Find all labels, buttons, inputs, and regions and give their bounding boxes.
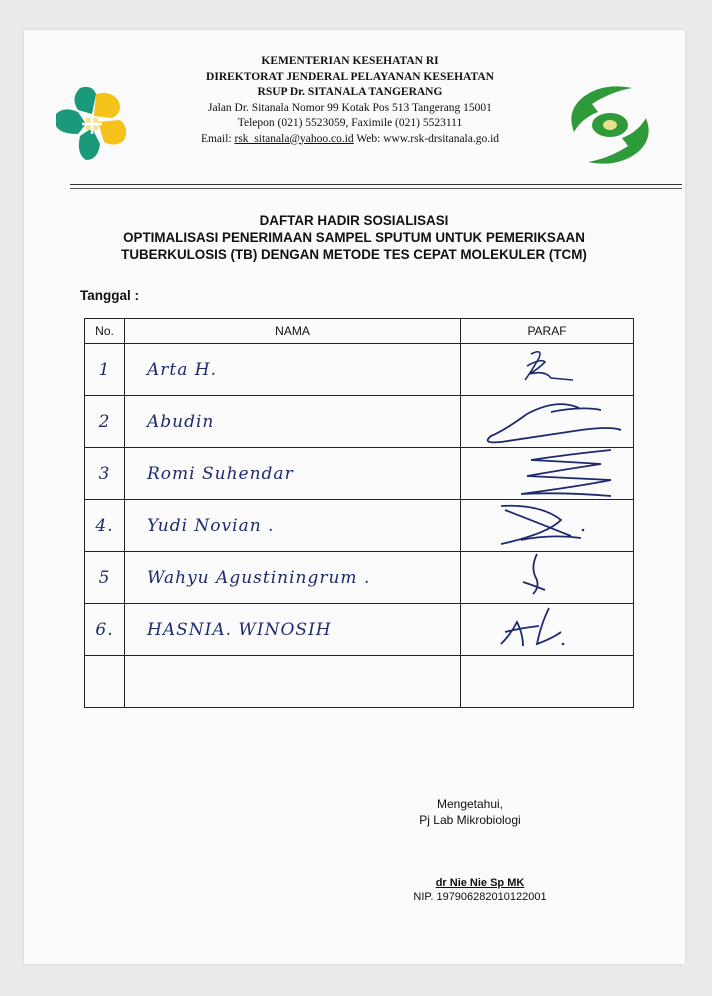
letterhead-hospital: RSUP Dr. SITANALA TANGERANG: [257, 86, 443, 98]
attendee-name: [125, 656, 461, 708]
letterhead-phone: Telepon (021) 5523059, Faximile (021) 5523111: [237, 117, 463, 129]
table-row: [85, 396, 634, 448]
attendee-name: Abudin: [125, 396, 461, 448]
table-header-row: [85, 319, 634, 344]
row-number: 5: [85, 552, 125, 604]
row-number: 1: [85, 344, 125, 396]
header-name: NAMA: [125, 319, 461, 344]
signature-3: [461, 448, 634, 499]
letterhead-ministry: KEMENTERIAN KESEHATAN RI: [261, 55, 439, 67]
hospital-logo-icon: [562, 82, 658, 168]
approval-block: [400, 796, 540, 828]
attendee-name: HASNIA. WINOSIH: [125, 604, 461, 656]
table-row: [85, 604, 634, 656]
signature-cell: [461, 552, 634, 604]
table-row: [85, 552, 634, 604]
signature-cell: [461, 656, 634, 708]
signature-2: [461, 396, 634, 447]
email-address: rsk_sitanala@yahoo.co.id: [234, 132, 354, 145]
letterhead-contact: [150, 132, 550, 148]
table-row: [85, 656, 634, 708]
signer-block: [390, 876, 570, 904]
signature-1: [461, 344, 634, 395]
signature-cell: [461, 396, 634, 448]
header-paraf: PARAF: [461, 319, 634, 344]
attendee-name: Wahyu Agustiningrum .: [125, 552, 461, 604]
title-line-3: TUBERKULOSIS (TB) DENGAN METODE TES CEPAT MOLEKULER (TCM): [121, 247, 587, 262]
kemenkes-logo-icon: [52, 84, 132, 164]
attendee-name: Romi Suhendar: [125, 448, 461, 500]
attendee-name: Yudi Novian .: [125, 500, 461, 552]
title-line-2: OPTIMALISASI PENERIMAAN SAMPEL SPUTUM UNTUK PEMERIKSAAN: [123, 230, 585, 245]
approval-label: Mengetahui,: [436, 797, 504, 811]
signer-name: dr Nie Nie Sp MK: [435, 877, 525, 889]
title-line-1: DAFTAR HADIR SOSIALISASI: [259, 213, 449, 228]
row-number: 4.: [85, 500, 125, 552]
letterhead-rule-thin: [70, 188, 682, 189]
letterhead-directorate: DIREKTORAT JENDERAL PELAYANAN KESEHATAN: [206, 70, 494, 83]
row-number: 3: [85, 448, 125, 500]
table-row: [85, 344, 634, 396]
attendee-name: Arta H.: [125, 344, 461, 396]
letterhead: [150, 54, 550, 147]
attendance-table: [84, 318, 634, 708]
signature-cell: [461, 344, 634, 396]
approval-role: Pj Lab Mikrobiologi: [419, 813, 521, 827]
letterhead-rule-thick: [70, 184, 682, 185]
row-number: 2: [85, 396, 125, 448]
email-label: Email:: [200, 132, 232, 145]
date-label: Tanggal :: [80, 288, 139, 303]
row-number: 6.: [85, 604, 125, 656]
website: Web: www.rsk-drsitanala.go.id: [356, 132, 500, 145]
signature-cell: [461, 500, 634, 552]
table-row: [85, 500, 634, 552]
document-title: [64, 212, 644, 263]
row-number: [85, 656, 125, 708]
signature-cell: [461, 604, 634, 656]
signature-5: [461, 552, 634, 603]
header-no: No.: [85, 319, 125, 344]
table-row: [85, 448, 634, 500]
signature-4: [461, 500, 634, 551]
signer-nip: NIP. 197906282010122001: [413, 891, 547, 903]
signature-cell: [461, 448, 634, 500]
signature-6: [461, 604, 634, 655]
letterhead-address: Jalan Dr. Sitanala Nomor 99 Kotak Pos 513 Tangerang 15001: [208, 101, 492, 114]
